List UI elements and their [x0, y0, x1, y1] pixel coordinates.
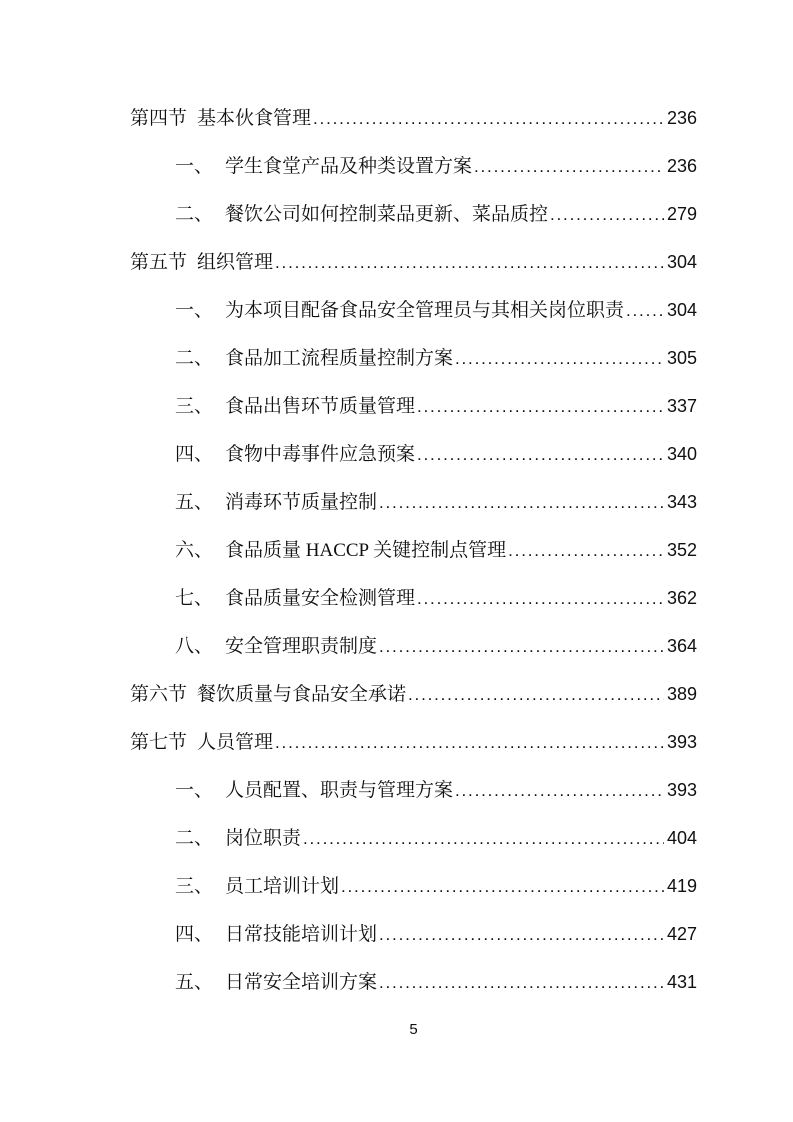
dot-leader [455, 335, 664, 383]
toc-entry-page: 337 [666, 396, 697, 416]
toc-entry-number: 三、 [175, 876, 214, 897]
toc-entry-page: 304 [666, 252, 697, 272]
toc-entry-title: 为本项目配备食品安全管理员与其相关岗位职责 [225, 300, 625, 321]
toc-entry[interactable] [130, 574, 697, 622]
toc-entry-title: 食物中毒事件应急预案 [225, 444, 416, 465]
toc-entry[interactable] [130, 430, 697, 478]
page-number: 5 [409, 1021, 418, 1038]
toc-entry-number: 一、 [175, 780, 214, 801]
toc-entry-title: 人员配置、职责与管理方案 [225, 780, 454, 801]
toc-entry-title: 员工培训计划 [225, 876, 340, 897]
toc-entry[interactable] [130, 766, 697, 814]
toc-entry[interactable] [130, 958, 697, 1006]
dot-leader [379, 959, 664, 1007]
toc-entry[interactable] [130, 862, 697, 910]
toc-entry[interactable] [130, 526, 697, 574]
toc-entry[interactable] [130, 670, 697, 718]
toc-entry-title: 学生食堂产品及种类设置方案 [225, 156, 473, 177]
toc-entry[interactable] [130, 334, 697, 382]
toc-entry[interactable] [130, 478, 697, 526]
dot-leader [417, 383, 664, 431]
toc-entry-page: 279 [666, 204, 697, 224]
toc-entry-page: 393 [666, 732, 697, 752]
toc-entry-number: 第七节 [130, 732, 188, 753]
toc-entry-page: 340 [666, 444, 697, 464]
dot-leader [303, 815, 664, 863]
toc-entry-number: 四、 [175, 444, 214, 465]
toc-entry-page: 362 [666, 588, 697, 608]
toc-entry-number: 二、 [175, 204, 214, 225]
toc-entry-number: 一、 [175, 300, 214, 321]
dot-leader [275, 719, 664, 767]
toc-entry-number: 第六节 [130, 684, 188, 705]
dot-leader [408, 671, 664, 719]
toc-entry-title: 岗位职责 [225, 828, 302, 849]
toc-entry-number: 第五节 [130, 252, 188, 273]
toc-entry-page: 404 [666, 828, 697, 848]
toc-entry[interactable] [130, 190, 697, 238]
toc-entry-page: 431 [666, 972, 697, 992]
dot-leader [626, 287, 664, 335]
toc-entry-page: 352 [666, 540, 697, 560]
toc-entry-title: 消毒环节质量控制 [225, 492, 378, 513]
toc-entry-page: 343 [666, 492, 697, 512]
dot-leader [341, 863, 664, 911]
toc-entry-title: 食品出售环节质量管理 [225, 396, 416, 417]
dot-leader [313, 95, 664, 143]
toc-entry-number: 二、 [175, 348, 214, 369]
toc-entry-page: 304 [666, 300, 697, 320]
toc-entry-page: 236 [666, 156, 697, 176]
toc-entry-page: 427 [666, 924, 697, 944]
toc-entry-title: 组织管理 [197, 252, 274, 273]
toc-entry-title: 食品质量 HACCP 关键控制点管理 [225, 540, 507, 561]
dot-leader [379, 911, 664, 959]
toc-entry-title: 食品质量安全检测管理 [225, 588, 416, 609]
dot-leader [379, 479, 664, 527]
toc-entry-number: 三、 [175, 396, 214, 417]
toc-entry-number: 六、 [175, 540, 214, 561]
dot-leader [417, 431, 664, 479]
page-footer [130, 1016, 697, 1044]
toc-entry-page: 236 [666, 108, 697, 128]
toc-entry[interactable] [130, 94, 697, 142]
toc-entry[interactable] [130, 382, 697, 430]
toc-entry-title: 餐饮公司如何控制菜品更新、菜品质控 [225, 204, 549, 225]
toc-entry-page: 389 [666, 684, 697, 704]
toc-entry-number: 四、 [175, 924, 214, 945]
toc-entry[interactable] [130, 910, 697, 958]
toc-entry-number: 五、 [175, 972, 214, 993]
toc-entry-number: 八、 [175, 636, 214, 657]
toc-entry-number: 二、 [175, 828, 214, 849]
dot-leader [417, 575, 664, 623]
toc-list [130, 94, 697, 1006]
toc-entry-number: 一、 [175, 156, 214, 177]
toc-entry-page: 393 [666, 780, 697, 800]
toc-entry-title: 人员管理 [197, 732, 274, 753]
toc-entry[interactable] [130, 286, 697, 334]
dot-leader [275, 239, 664, 287]
toc-entry-title: 食品加工流程质量控制方案 [225, 348, 454, 369]
dot-leader [474, 143, 664, 191]
dot-leader [550, 191, 664, 239]
toc-entry[interactable] [130, 622, 697, 670]
toc-entry-title: 安全管理职责制度 [225, 636, 378, 657]
toc-entry-page: 364 [666, 636, 697, 656]
toc-entry[interactable] [130, 718, 697, 766]
toc-entry-number: 七、 [175, 588, 214, 609]
toc-entry-title: 日常技能培训计划 [225, 924, 378, 945]
dot-leader [379, 623, 664, 671]
toc-entry-number: 五、 [175, 492, 214, 513]
toc-entry-title: 餐饮质量与食品安全承诺 [197, 684, 407, 705]
toc-entry-title: 日常安全培训方案 [225, 972, 378, 993]
toc-entry[interactable] [130, 814, 697, 862]
dot-leader [508, 527, 664, 575]
toc-entry-title: 基本伙食管理 [197, 108, 312, 129]
dot-leader [455, 767, 664, 815]
toc-entry-number: 第四节 [130, 108, 188, 129]
toc-entry-page: 305 [666, 348, 697, 368]
toc-entry-page: 419 [666, 876, 697, 896]
toc-entry[interactable] [130, 238, 697, 286]
toc-entry[interactable] [130, 142, 697, 190]
